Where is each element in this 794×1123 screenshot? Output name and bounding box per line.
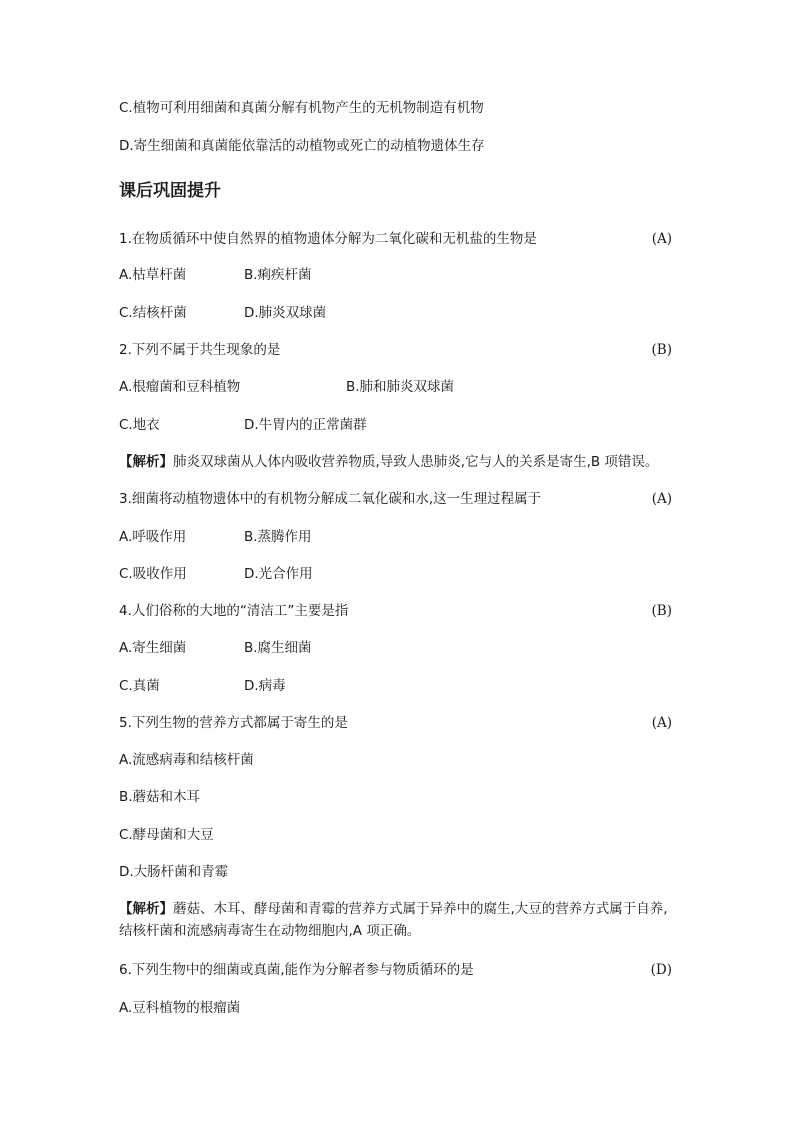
q2-explanation: [119, 453, 658, 471]
section-heading: 课后巩固提升: [119, 181, 221, 201]
option-c-previous: C.植物可利用细菌和真菌分解有机物产生的无机物制造有机物: [119, 100, 484, 116]
q4-option-d: D.病毒: [244, 678, 286, 694]
q5-option-a: A.流感病毒和结核杆菌: [119, 752, 254, 768]
q3-option-c: C.吸收作用: [119, 566, 187, 582]
q1-option-d: D.肺炎双球菌: [244, 305, 327, 321]
question-5: 5.下列生物的营养方式都属于寄生的是: [119, 715, 348, 731]
question-3: 3.细菌将动植物遗体中的有机物分解成二氧化碳和水,这一生理过程属于: [119, 491, 542, 507]
q5-option-d: D.大肠杆菌和青霉: [119, 864, 229, 880]
question-5-answer: (A): [651, 715, 672, 731]
question-3-answer: (A): [651, 491, 672, 507]
q3-option-d: D.光合作用: [244, 566, 313, 582]
q5-option-c: C.酵母菌和大豆: [119, 827, 214, 843]
explanation-text: 肺炎双球菌从人体内吸收营养物质,导致人患肺炎,它与人的关系是寄生,B 项错误。: [173, 454, 659, 470]
question-4-answer: (B): [651, 603, 672, 619]
q4-option-a: A.寄生细菌: [119, 640, 187, 656]
q3-option-a: A.呼吸作用: [119, 529, 187, 545]
question-4: 4.人们俗称的大地的“清洁工”主要是指: [119, 603, 349, 619]
q4-option-c: C.真菌: [119, 678, 160, 694]
q3-option-b: B.蒸腾作用: [244, 529, 312, 545]
q2-option-c: C.地衣: [119, 417, 160, 433]
q4-option-b: B.腐生细菌: [244, 640, 312, 656]
q2-option-d: D.牛胃内的正常菌群: [244, 417, 367, 433]
question-1: 1.在物质循环中使自然界的植物遗体分解为二氧化碳和无机盐的生物是: [119, 231, 537, 247]
q1-option-c: C.结核杆菌: [119, 305, 187, 321]
q5-explanation: [119, 898, 675, 942]
option-d-previous: D.寄生细菌和真菌能依靠活的动植物或死亡的动植物遗体生存: [119, 138, 485, 154]
q1-option-a: A.枯草杆菌: [119, 267, 187, 283]
q2-option-a: A.根瘤菌和豆科植物: [119, 379, 241, 395]
question-1-answer: (A): [651, 231, 672, 247]
q6-option-a: A.豆科植物的根瘤菌: [119, 1000, 241, 1016]
q2-option-b: B.肺和肺炎双球菌: [346, 379, 455, 395]
q1-option-b: B.痢疾杆菌: [244, 267, 312, 283]
q5-option-b: B.蘑菇和木耳: [119, 789, 201, 805]
question-6-answer: (D): [650, 962, 672, 978]
explanation-text: 蘑菇、木耳、酵母菌和青霉的营养方式属于异养中的腐生,大豆的营养方式属于自养,结核杆菌和流感病毒寄生在动物细胞内,A 项正确。: [119, 901, 668, 939]
question-2-answer: (B): [651, 342, 672, 358]
question-2: 2.下列不属于共生现象的是: [119, 342, 281, 358]
question-6: 6.下列生物中的细菌或真菌,能作为分解者参与物质循环的是: [119, 962, 474, 978]
explanation-tag: 【解析】: [119, 454, 173, 470]
explanation-tag: 【解析】: [119, 901, 173, 917]
